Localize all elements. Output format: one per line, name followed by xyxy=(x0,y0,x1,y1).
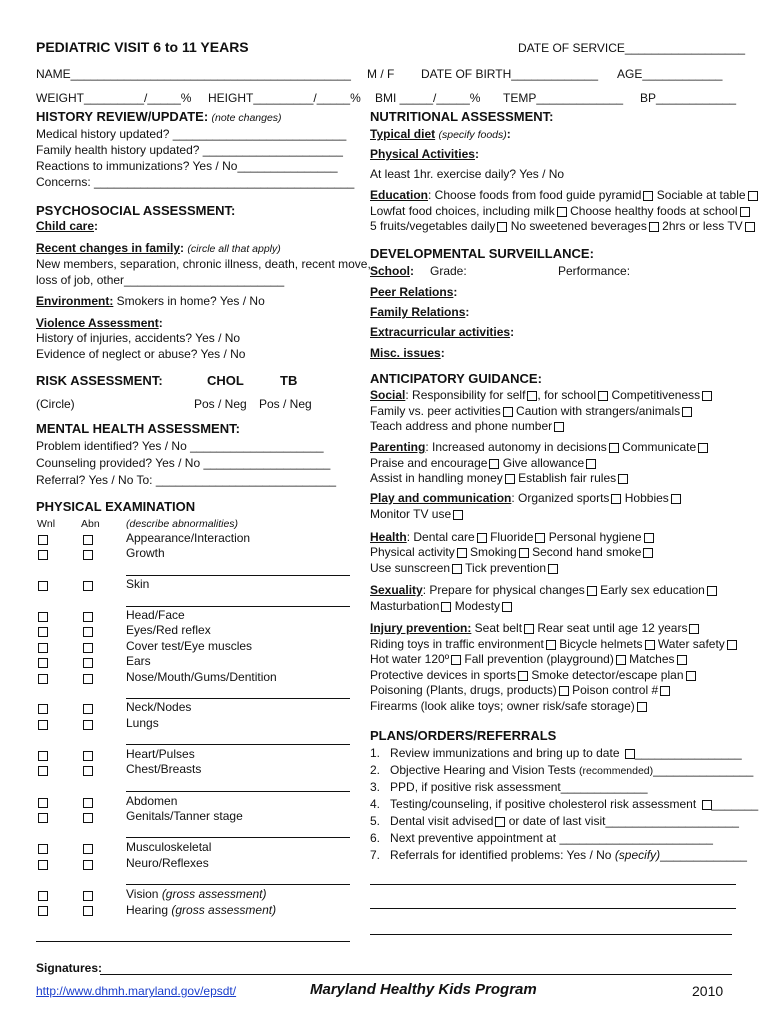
hot-water-checkbox[interactable] xyxy=(451,655,461,665)
program-name: Maryland Healthy Kids Program xyxy=(310,981,537,998)
recent-changes-label: Recent changes in family: (circle all that apply) xyxy=(36,241,281,255)
physical-exam-heading: PHYSICAL EXAMINATION xyxy=(36,499,196,514)
school-foods-checkbox[interactable] xyxy=(740,207,750,217)
address-phone-checkbox[interactable] xyxy=(554,422,564,432)
genitals-wnl-checkbox[interactable] xyxy=(38,813,48,823)
tv-checkbox[interactable] xyxy=(745,222,755,232)
cover-test-wnl-checkbox[interactable] xyxy=(38,643,48,653)
physical-changes-checkbox[interactable] xyxy=(587,586,597,596)
helmets-checkbox[interactable] xyxy=(645,640,655,650)
tb-options[interactable]: Pos / Neg xyxy=(259,397,312,411)
plans-notes-line-2[interactable] xyxy=(370,908,736,909)
social-row-2: Family vs. peer activities Caution with strangers/animals xyxy=(370,404,692,418)
sexuality-row-1: Sexuality: Prepare for physical changes Early sex education xyxy=(370,583,717,597)
exam-item-skin: Skin xyxy=(126,577,150,591)
guidance-heading: ANTICIPATORY GUIDANCE: xyxy=(370,371,542,386)
violence-neglect: Evidence of neglect or abuse? Yes / No xyxy=(36,347,246,361)
injury-row-1: Injury prevention: Seat belt Rear seat until age 12 years xyxy=(370,621,699,635)
poisoning-checkbox[interactable] xyxy=(559,686,569,696)
matches-checkbox[interactable] xyxy=(677,655,687,665)
injury-row-2: Riding toys in traffic environment Bicycle helmets Water safety xyxy=(370,637,737,651)
history-heading: HISTORY REVIEW/UPDATE: (note changes) xyxy=(36,109,282,124)
exam-item-head: Head/Face xyxy=(126,608,185,622)
signatures-line[interactable] xyxy=(100,974,732,975)
neuro-notes-line[interactable] xyxy=(126,884,350,885)
hygiene-checkbox[interactable] xyxy=(644,533,654,543)
exam-item-neck: Neck/Nodes xyxy=(126,700,192,714)
exam-item-nose: Nose/Mouth/Gums/Dentition xyxy=(126,670,277,684)
misc-issues-label: Misc. issues: xyxy=(370,346,445,360)
water-safety-checkbox[interactable] xyxy=(727,640,737,650)
plan-item-1: 1. Review immunizations and bring up to date ________________ xyxy=(370,746,742,760)
epsdt-link[interactable]: http://www.dhmh.maryland.gov/epsdt/ xyxy=(36,984,237,998)
abn-header: Abn xyxy=(81,518,100,530)
psychosocial-heading: PSYCHOSOCIAL ASSESSMENT: xyxy=(36,203,236,218)
plan-item-4: 4. Testing/counseling, if positive cholesterol risk assessment _______ xyxy=(370,797,759,811)
exam-item-appearance: Appearance/Interaction xyxy=(126,531,251,545)
riding-toys-checkbox[interactable] xyxy=(546,640,556,650)
injury-row-5: Poisoning (Plants, drugs, products) Poison control # xyxy=(370,683,670,697)
neuro-abn-checkbox[interactable] xyxy=(83,860,93,870)
neck-wnl-checkbox[interactable] xyxy=(38,704,48,714)
head-wnl-checkbox[interactable] xyxy=(38,612,48,622)
child-care-label: Child care: xyxy=(36,219,99,233)
injury-row-6: Firearms (look alike toys; owner risk/safe storage) xyxy=(370,699,647,713)
genitals-notes-line[interactable] xyxy=(126,837,350,838)
chest-abn-checkbox[interactable] xyxy=(83,766,93,776)
skin-notes-line[interactable] xyxy=(126,606,350,607)
plan-item-2: 2. Objective Hearing and Vision Tests (recommended)_______________ xyxy=(370,763,754,777)
food-pyramid-checkbox[interactable] xyxy=(643,191,653,201)
skin-wnl-checkbox[interactable] xyxy=(38,581,48,591)
seat-belt-checkbox[interactable] xyxy=(524,624,534,634)
recent-changes-options: New members, separation, chronic illness, death, recent move, xyxy=(36,257,371,271)
neuro-wnl-checkbox[interactable] xyxy=(38,860,48,870)
musculoskeletal-wnl-checkbox[interactable] xyxy=(38,844,48,854)
sports-checkbox[interactable] xyxy=(611,494,621,504)
beverages-checkbox[interactable] xyxy=(649,222,659,232)
exam-item-growth: Growth xyxy=(126,546,165,560)
skin-abn-checkbox[interactable] xyxy=(83,581,93,591)
second-hand-smoke-checkbox[interactable] xyxy=(643,548,653,558)
eyes-wnl-checkbox[interactable] xyxy=(38,627,48,637)
social-row-1: Social: Responsibility for self , for school Competitiveness xyxy=(370,388,712,402)
dental-visit-checkbox[interactable] xyxy=(495,817,505,827)
age-field[interactable]: AGE____________ xyxy=(617,67,723,81)
physical-activity-checkbox[interactable] xyxy=(457,548,467,558)
chol-options[interactable]: Pos / Neg xyxy=(194,397,247,411)
date-of-service-field[interactable]: DATE OF SERVICE__________________ xyxy=(518,41,746,55)
performance-label: Performance: xyxy=(558,264,631,278)
growth-abn-checkbox[interactable] xyxy=(83,550,93,560)
developmental-heading: DEVELOPMENTAL SURVEILLANCE: xyxy=(370,246,594,261)
referral-field[interactable]: Referral? Yes / No To: ___________________________ xyxy=(36,473,337,487)
exam-item-chest: Chest/Breasts xyxy=(126,762,202,776)
ears-abn-checkbox[interactable] xyxy=(83,658,93,668)
exam-item-eyes: Eyes/Red reflex xyxy=(126,623,211,637)
fair-rules-checkbox[interactable] xyxy=(618,474,628,484)
vision-wnl-checkbox[interactable] xyxy=(38,891,48,901)
health-row-1: Health: Dental care Fluoride Personal hygiene xyxy=(370,530,654,544)
dob-field[interactable]: DATE OF BIRTH_____________ xyxy=(421,67,598,81)
lowfat-checkbox[interactable] xyxy=(557,207,567,217)
name-field[interactable]: NAME__________________________________________ xyxy=(36,67,351,81)
sociable-checkbox[interactable] xyxy=(748,191,758,201)
sunscreen-checkbox[interactable] xyxy=(452,564,462,574)
fruits-checkbox[interactable] xyxy=(497,222,507,232)
smoking-checkbox[interactable] xyxy=(519,548,529,558)
peer-activities-checkbox[interactable] xyxy=(503,407,513,417)
lungs-abn-checkbox[interactable] xyxy=(83,720,93,730)
responsibility-school-checkbox[interactable] xyxy=(598,391,608,401)
describe-note: (describe abnormalities) xyxy=(126,518,239,530)
hobbies-checkbox[interactable] xyxy=(671,494,681,504)
medical-history-field[interactable]: Medical history updated? __________________________ xyxy=(36,127,347,141)
fall-prevention-checkbox[interactable] xyxy=(616,655,626,665)
nose-wnl-checkbox[interactable] xyxy=(38,674,48,684)
parenting-row-1: Parenting: Increased autonomy in decisions Communicate xyxy=(370,440,708,454)
signatures-label: Signatures: xyxy=(36,961,103,975)
musculoskeletal-abn-checkbox[interactable] xyxy=(83,844,93,854)
weight-field[interactable]: WEIGHT_________/_____% xyxy=(36,91,192,105)
typical-diet-label: Typical diet (specify foods): xyxy=(370,127,511,141)
play-row-1: Play and communication: Organized sports Hobbies xyxy=(370,491,681,505)
plans-notes-line-1[interactable] xyxy=(370,884,736,885)
violence-label: Violence Assessment: xyxy=(36,316,163,330)
wnl-header: Wnl xyxy=(37,518,56,530)
form-year: 2010 xyxy=(692,983,724,999)
parenting-row-3: Assist in handling money Establish fair rules xyxy=(370,471,628,485)
head-abn-checkbox[interactable] xyxy=(83,612,93,622)
lungs-notes-line[interactable] xyxy=(126,744,350,745)
praise-checkbox[interactable] xyxy=(489,459,499,469)
exam-item-genitals: Genitals/Tanner stage xyxy=(126,809,243,823)
chest-notes-line[interactable] xyxy=(126,791,350,792)
risk-heading: RISK ASSESSMENT: xyxy=(36,373,163,388)
smoke-detector-checkbox[interactable] xyxy=(686,671,696,681)
recent-changes-other-field[interactable]: loss of job, other________________________ xyxy=(36,273,285,287)
education-row-3: 5 fruits/vegetables daily No sweetened beverages 2hrs or less TV xyxy=(370,219,755,233)
tick-checkbox[interactable] xyxy=(548,564,558,574)
growth-notes-line[interactable] xyxy=(126,575,350,576)
tb-heading: TB xyxy=(280,373,298,388)
exam-item-vision: Vision (gross assessment) xyxy=(126,887,267,901)
page-title: PEDIATRIC VISIT 6 to 11 YEARS xyxy=(36,39,249,55)
genitals-abn-checkbox[interactable] xyxy=(83,813,93,823)
responsibility-self-checkbox[interactable] xyxy=(527,391,537,401)
vision-abn-checkbox[interactable] xyxy=(83,891,93,901)
exam-item-ears: Ears xyxy=(126,654,151,668)
monitor-tv-checkbox[interactable] xyxy=(453,510,463,520)
sexuality-row-2: Masturbation Modesty xyxy=(370,599,512,613)
exam-item-neuro: Neuro/Reflexes xyxy=(126,856,209,870)
play-row-2: Monitor TV use xyxy=(370,507,463,521)
peer-relations-label: Peer Relations: xyxy=(370,285,458,299)
heart-abn-checkbox[interactable] xyxy=(83,751,93,761)
nose-abn-checkbox[interactable] xyxy=(83,674,93,684)
allowance-checkbox[interactable] xyxy=(586,459,596,469)
social-row-3: Teach address and phone number xyxy=(370,419,564,433)
exam-item-heart: Heart/Pulses xyxy=(126,747,195,761)
health-row-3: Use sunscreen Tick prevention xyxy=(370,561,558,575)
concerns-field[interactable]: Concerns: _______________________________________ xyxy=(36,175,355,189)
sex-education-checkbox[interactable] xyxy=(707,586,717,596)
competitiveness-checkbox[interactable] xyxy=(702,391,712,401)
masturbation-checkbox[interactable] xyxy=(441,602,451,612)
appearance-wnl-checkbox[interactable] xyxy=(38,535,48,545)
height-field[interactable]: HEIGHT_________/_____% xyxy=(208,91,361,105)
exercise-question: At least 1hr. exercise daily? Yes / No xyxy=(370,167,565,181)
exam-item-hearing: Hearing (gross assessment) xyxy=(126,903,277,917)
hearing-wnl-checkbox[interactable] xyxy=(38,906,48,916)
bmi-field[interactable]: BMI _____/_____% xyxy=(375,91,481,105)
injury-row-3: Hot water 120º Fall prevention (playground) Matches xyxy=(370,652,687,666)
plan-item-6: 6. Next preventive appointment at _______________________ xyxy=(370,831,713,845)
poison-control-checkbox[interactable] xyxy=(660,686,670,696)
circle-note: (Circle) xyxy=(36,397,75,411)
counseling-field[interactable]: Counseling provided? Yes / No ___________________ xyxy=(36,456,331,470)
plans-notes-line-3[interactable] xyxy=(370,934,732,935)
rear-seat-checkbox[interactable] xyxy=(689,624,699,634)
health-row-2: Physical activity Smoking Second hand smoke xyxy=(370,545,653,559)
grade-label: Grade: xyxy=(430,264,467,278)
exam-item-musculoskeletal: Musculoskeletal xyxy=(126,840,212,854)
plan-item-3: 3. PPD, if positive risk assessment_____________ xyxy=(370,780,648,794)
extracurricular-label: Extracurricular activities: xyxy=(370,325,515,339)
abdomen-wnl-checkbox[interactable] xyxy=(38,798,48,808)
modesty-checkbox[interactable] xyxy=(502,602,512,612)
parenting-row-2: Praise and encourage Give allowance xyxy=(370,456,596,470)
immunizations-checkbox[interactable] xyxy=(625,749,635,759)
sex-field[interactable]: M / F xyxy=(367,67,395,81)
dental-care-checkbox[interactable] xyxy=(477,533,487,543)
chest-wnl-checkbox[interactable] xyxy=(38,766,48,776)
physical-activities-label: Physical Activities: xyxy=(370,147,479,161)
growth-wnl-checkbox[interactable] xyxy=(38,550,48,560)
lungs-wnl-checkbox[interactable] xyxy=(38,720,48,730)
exam-item-lungs: Lungs xyxy=(126,716,159,730)
family-relations-label: Family Relations: xyxy=(370,305,470,319)
money-checkbox[interactable] xyxy=(505,474,515,484)
protective-devices-checkbox[interactable] xyxy=(518,671,528,681)
mental-health-heading: MENTAL HEALTH ASSESSMENT: xyxy=(36,421,240,436)
violence-injuries: History of injuries, accidents? Yes / No xyxy=(36,331,241,345)
immunization-reactions-field[interactable]: Reactions to immunizations? Yes / No_______________ xyxy=(36,159,338,173)
hearing-abn-checkbox[interactable] xyxy=(83,906,93,916)
heent-notes-line[interactable] xyxy=(126,698,350,699)
neck-abn-checkbox[interactable] xyxy=(83,704,93,714)
injury-row-4: Protective devices in sports Smoke detector/escape plan xyxy=(370,668,696,682)
exam-item-abdomen: Abdomen xyxy=(126,794,178,808)
eyes-abn-checkbox[interactable] xyxy=(83,627,93,637)
bp-field[interactable]: BP____________ xyxy=(640,91,737,105)
abdomen-abn-checkbox[interactable] xyxy=(83,798,93,808)
exam-notes-line[interactable] xyxy=(36,941,350,942)
family-history-field[interactable]: Family health history updated? _____________________ xyxy=(36,143,343,157)
school-label: School: xyxy=(370,264,415,278)
plan-item-7: 7. Referrals for identified problems: Yes / No (specify)_____________ xyxy=(370,848,747,862)
ears-wnl-checkbox[interactable] xyxy=(38,658,48,668)
education-row-2: Lowfat food choices, including milk Choose healthy foods at school xyxy=(370,204,750,218)
fluoride-checkbox[interactable] xyxy=(535,533,545,543)
autonomy-checkbox[interactable] xyxy=(609,443,619,453)
plan-item-5: 5. Dental visit advised or date of last visit____________________ xyxy=(370,814,739,828)
appearance-abn-checkbox[interactable] xyxy=(83,535,93,545)
problem-identified-field[interactable]: Problem identified? Yes / No ____________________ xyxy=(36,439,324,453)
environment-row: Environment: Smokers in home? Yes / No xyxy=(36,294,265,308)
cover-test-abn-checkbox[interactable] xyxy=(83,643,93,653)
exam-item-cover-test: Cover test/Eye muscles xyxy=(126,639,253,653)
heart-wnl-checkbox[interactable] xyxy=(38,751,48,761)
nutrition-heading: NUTRITIONAL ASSESSMENT: xyxy=(370,109,554,124)
strangers-checkbox[interactable] xyxy=(682,407,692,417)
plans-heading: PLANS/ORDERS/REFERRALS xyxy=(370,728,557,743)
communicate-checkbox[interactable] xyxy=(698,443,708,453)
cholesterol-checkbox[interactable] xyxy=(702,800,712,810)
education-row-1: Education: Choose foods from food guide pyramid Sociable at table xyxy=(370,188,758,202)
temp-field[interactable]: TEMP_____________ xyxy=(503,91,624,105)
firearms-checkbox[interactable] xyxy=(637,702,647,712)
chol-heading: CHOL xyxy=(207,373,244,388)
